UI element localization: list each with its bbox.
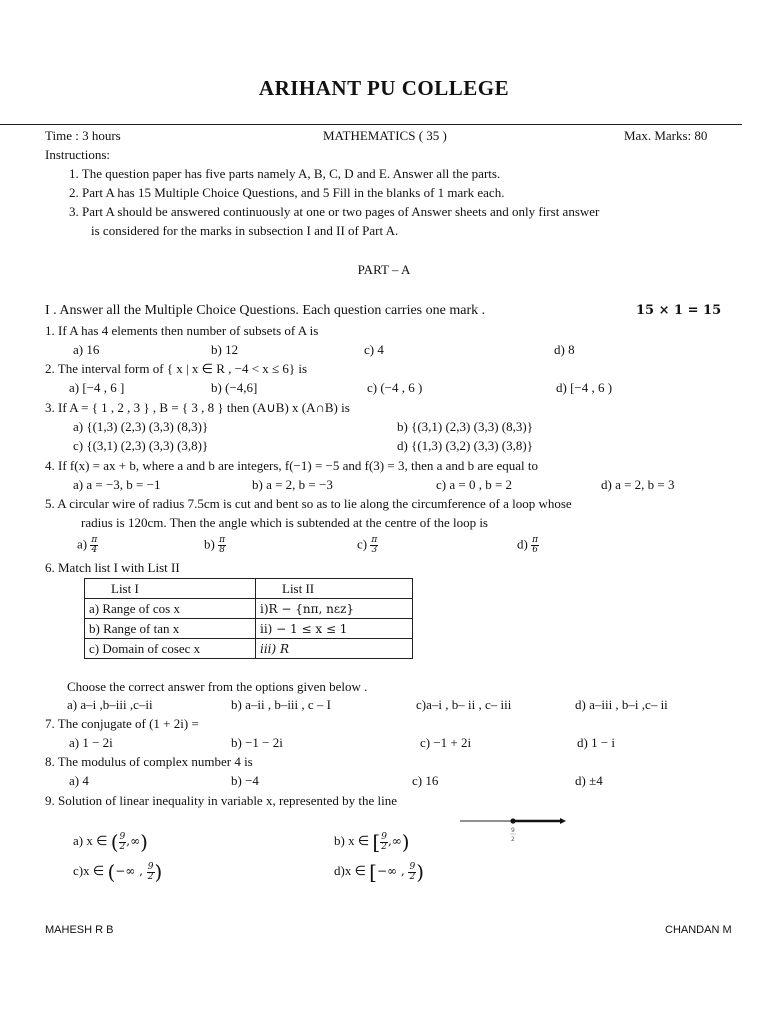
question-7: 7. The conjugate of (1 + 2i) = xyxy=(45,716,199,731)
instruction-1: 1. The question paper has five parts namely A, B, C, D and E. Answer all the parts. xyxy=(69,166,501,181)
q9-option-b-sep: , xyxy=(387,833,392,848)
q4-option-a: a) a = −3, b = −1 xyxy=(73,477,161,492)
q9-option-c-label: c)x ∈ xyxy=(73,862,105,878)
table-cell: i)R − {nπ, nεz} xyxy=(256,599,413,619)
q4-option-b: b) a = 2, b = −3 xyxy=(252,477,333,492)
question-4: 4. If f(x) = ax + b, where a and b are integers, f(−1) = −5 and f(3) = 3, then a and b are equal to xyxy=(45,458,539,473)
table-cell: b) Range of tan x xyxy=(85,619,256,639)
q9-option-c xyxy=(73,860,162,884)
q2-option-a: a) [−4 , 6 ] xyxy=(69,380,125,395)
college-title: ARIHANT PU COLLEGE xyxy=(258,76,510,100)
number-line-closed-point xyxy=(510,818,515,823)
table-cell: ii) − 1 ≤ x ≤ 1 xyxy=(256,619,413,639)
q9-option-c-fraction: $\frac{9}{2}$ xyxy=(147,861,154,882)
table-cell: a) Range of cos x xyxy=(85,599,256,619)
q9-option-d-neg-infinity: −∞ xyxy=(376,863,398,878)
question-9: 9. Solution of linear inequality in variable x, represented by the line xyxy=(45,793,397,808)
section-heading: I . Answer all the Multiple Choice Questions. Each question carries one mark . xyxy=(45,303,486,318)
q9-option-c-neg-infinity: −∞ xyxy=(115,863,136,878)
number-line-arrow-icon xyxy=(560,818,566,824)
q8-option-d: d) ±4 xyxy=(575,773,603,788)
q5-option-b xyxy=(204,536,226,555)
q8-option-a: a) 4 xyxy=(69,773,89,788)
table-header-row xyxy=(85,579,413,599)
q9-option-c-sep: , xyxy=(135,863,147,878)
instruction-2: 2. Part A has 15 Multiple Choice Questions, and 5 Fill in the blanks of 1 mark each. xyxy=(69,185,505,200)
subject-label: MATHEMATICS ( 35 ) xyxy=(323,128,447,143)
q9-option-d-sep: , xyxy=(397,863,409,878)
q9-option-d xyxy=(334,860,424,884)
q9-option-b-open-bracket: [ xyxy=(372,830,381,854)
max-marks-label: Max. Marks: 80 xyxy=(624,128,708,143)
q5-option-b-label: b) xyxy=(204,536,215,552)
header-rule xyxy=(0,124,742,125)
table-row xyxy=(85,619,413,639)
q1-option-c: c) 4 xyxy=(364,342,384,357)
q9-option-a-sep: , xyxy=(126,833,131,848)
q9-option-d-open-bracket: [ xyxy=(369,860,377,884)
q7-option-a: a) 1 − 2i xyxy=(69,735,113,750)
table-row xyxy=(85,599,413,619)
q1-option-d: d) 8 xyxy=(554,342,575,357)
q2-option-d: d) [−4 , 6 ) xyxy=(556,380,613,395)
q9-option-b-label: b) x ∈ xyxy=(334,832,370,848)
q5-option-d-label: d) xyxy=(517,536,528,552)
q1-option-b: b) 12 xyxy=(211,342,239,357)
q9-option-b-infinity: ∞ xyxy=(391,833,402,848)
q4-option-c: c) a = 0 , b = 2 xyxy=(436,477,513,492)
instruction-3-cont: is considered for the marks in subsection I and II of Part A. xyxy=(91,223,399,238)
q9-option-b-fraction: $\frac{9}{2}$ xyxy=(381,831,387,852)
q9-option-b-close-paren: ) xyxy=(401,830,410,854)
question-8: 8. The modulus of complex number 4 is xyxy=(45,754,253,769)
q9-option-b xyxy=(334,830,410,854)
q8-option-b: b) −4 xyxy=(231,773,259,788)
q2-option-b: b) (−4,6] xyxy=(211,380,258,395)
section-marks: 15 × 1 = 15 xyxy=(636,303,722,318)
q5-option-c-label: c) xyxy=(357,536,368,552)
number-line-label-den: 2 xyxy=(511,836,515,843)
q2-option-c: c) (−4 , 6 ) xyxy=(367,380,423,395)
q9-option-a-fraction: $\frac{9}{2}$ xyxy=(119,831,126,852)
q6-option-d: d) a–iii , b–i ,c– ii xyxy=(575,697,668,712)
q9-option-d-fraction: $\frac{9}{2}$ xyxy=(409,861,416,882)
question-5: 5. A circular wire of radius 7.5cm is cut and bent so as to lie along the circumference of a loop whose xyxy=(45,496,572,511)
q5-option-d xyxy=(517,536,539,555)
question-6: 6. Match list I with List II xyxy=(45,560,180,575)
number-line-figure xyxy=(460,816,566,846)
number-line-label-num: 9 xyxy=(511,827,515,834)
q9-option-a-close-paren: ) xyxy=(140,830,148,854)
q3-option-c: c) {(3,1) (2,3) (3,3) (3,8)} xyxy=(73,438,209,453)
part-heading: PART – A xyxy=(357,262,411,277)
q5-option-a-fraction: $\frac{\pi}{4}$ xyxy=(91,535,98,555)
q5-option-a-label: a) xyxy=(77,536,88,552)
question-1: 1. If A has 4 elements then number of subsets of A is xyxy=(45,323,319,338)
q9-option-a-label: a) x ∈ xyxy=(73,832,108,848)
q6-prompt: Choose the correct answer from the options given below . xyxy=(67,679,368,694)
table-cell: iii) R xyxy=(256,639,413,659)
instruction-3: 3. Part A should be answered continuously at one or two pages of Answer sheets and only first answer xyxy=(69,204,600,219)
question-5-cont: radius is 120cm. Then the angle which is subtended at the centre of the loop is xyxy=(81,515,488,530)
q9-option-a-open-paren: ( xyxy=(110,830,119,854)
q5-option-c-fraction: $\frac{\pi}{3}$ xyxy=(371,535,378,555)
q9-option-c-open-paren: ( xyxy=(107,860,116,884)
time-label: Time : 3 hours xyxy=(45,128,121,143)
q6-option-c: c)a–i , b– ii , c– iii xyxy=(416,697,512,712)
q9-option-d-close-paren: ) xyxy=(416,860,425,884)
q9-option-a-infinity: ∞ xyxy=(130,833,141,848)
table-header-list2: List II xyxy=(256,579,413,599)
q5-option-b-fraction: $\frac{\pi}{8}$ xyxy=(219,535,226,555)
q5-option-c xyxy=(357,536,378,555)
table-cell: c) Domain of cosec x xyxy=(85,639,256,659)
q5-option-a xyxy=(77,536,98,555)
q9-option-d-label: d)x ∈ xyxy=(334,862,366,878)
table-header-list1: List I xyxy=(85,579,256,599)
q7-option-c: c) −1 + 2i xyxy=(420,735,472,750)
footer-author-left: MAHESH R B xyxy=(45,924,114,936)
q7-option-d: d) 1 − i xyxy=(577,735,616,750)
q3-option-d: d) {(1,3) (3,2) (3,3) (3,8)} xyxy=(397,438,533,453)
q6-option-a: a) a–i ,b–iii ,c–ii xyxy=(67,697,153,712)
table-row xyxy=(85,639,413,659)
q5-option-d-fraction: $\frac{\pi}{6}$ xyxy=(532,535,539,555)
q3-option-b: b) {(3,1) (2,3) (3,3) (8,3)} xyxy=(397,419,533,434)
instructions-label: Instructions: xyxy=(45,147,110,162)
q1-option-a: a) 16 xyxy=(73,342,100,357)
q9-option-a xyxy=(73,830,148,854)
question-2: 2. The interval form of { x | x ∈ R , −4 < x ≤ 6} is xyxy=(45,361,308,376)
question-3: 3. If A = { 1 , 2 , 3 } , B = { 3 , 8 } then (A∪B) x (A∩B) is xyxy=(45,400,350,415)
q3-option-a: a) {(1,3) (2,3) (3,3) (8,3)} xyxy=(73,419,209,434)
match-table xyxy=(84,578,413,659)
footer-author-right: CHANDAN M xyxy=(665,924,732,936)
q8-option-c: c) 16 xyxy=(412,773,439,788)
q7-option-b: b) −1 − 2i xyxy=(231,735,283,750)
q6-option-b: b) a–ii , b–iii , c – I xyxy=(231,697,332,712)
q9-option-c-close-paren: ) xyxy=(154,860,163,884)
q4-option-d: d) a = 2, b = 3 xyxy=(601,477,675,492)
